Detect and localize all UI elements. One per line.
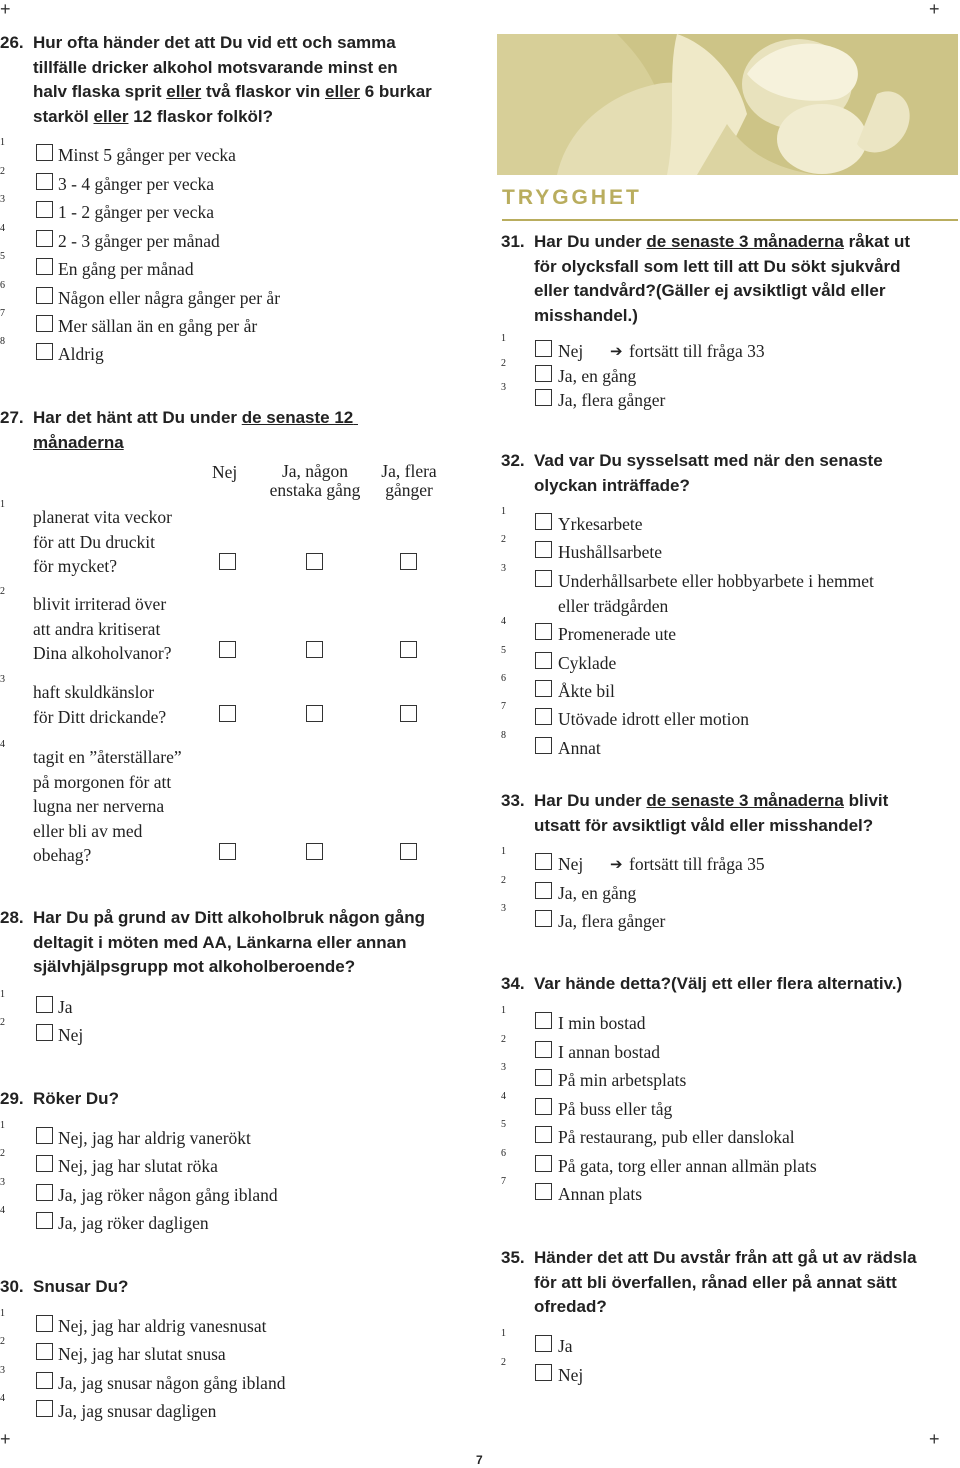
answer-option[interactable]: 3 Ja, jag röker någon gång ibland bbox=[0, 1177, 278, 1205]
question-text: eller tandvård?(Gäller ej avsiktligt våld eller bbox=[534, 281, 886, 300]
question-34 bbox=[501, 972, 960, 997]
question-text: Har Du på grund av Ditt alkoholbruk någon gång bbox=[33, 908, 425, 927]
question-text: ofredad? bbox=[534, 1297, 607, 1316]
checkbox[interactable] bbox=[535, 652, 552, 669]
question-28 bbox=[0, 906, 470, 980]
question-number: 34. bbox=[501, 974, 525, 993]
checkbox[interactable] bbox=[36, 1372, 53, 1389]
matrix-row: 3 haft skuldkänslor för Ditt drickande? bbox=[0, 674, 167, 727]
checkbox-ja-nagon[interactable] bbox=[306, 641, 323, 658]
mother-and-child-photo bbox=[497, 34, 958, 175]
checkbox[interactable] bbox=[535, 623, 552, 640]
question-text: Har det hänt att Du under de senaste 12 bbox=[33, 408, 354, 427]
checkbox[interactable] bbox=[535, 1098, 552, 1115]
answer-option[interactable]: 2 Hushållsarbete bbox=[501, 534, 662, 562]
page-number: 7 bbox=[476, 1453, 483, 1467]
checkbox[interactable] bbox=[36, 315, 53, 332]
question-text: misshandel.) bbox=[534, 305, 638, 325]
answer-option[interactable]: 6 Åkte bil bbox=[501, 673, 615, 701]
answer-option[interactable]: 1 Nej ➔ fortsätt till fråga 33 bbox=[501, 333, 765, 361]
checkbox[interactable] bbox=[535, 708, 552, 725]
answer-option[interactable]: 8 Aldrig bbox=[0, 336, 104, 364]
question-text: starköl eller 12 flaskor folköl? bbox=[33, 106, 274, 126]
arrow-right-icon: ➔ bbox=[610, 855, 623, 873]
column-header-nej: Nej bbox=[212, 462, 238, 482]
checkbox[interactable] bbox=[36, 1127, 53, 1144]
question-text: utsatt för avsiktligt våld eller misshandel? bbox=[534, 815, 874, 835]
question-text: Har Du under de senaste 3 månaderna blivit bbox=[534, 791, 889, 810]
question-number: 35. bbox=[501, 1248, 525, 1267]
checkbox[interactable] bbox=[36, 1315, 53, 1332]
question-text: för olycksfall som lett till att Du sökt sjukvård bbox=[534, 256, 901, 276]
checkbox[interactable] bbox=[535, 910, 552, 927]
checkbox-ja-flera[interactable] bbox=[400, 843, 417, 860]
checkbox[interactable] bbox=[535, 1012, 552, 1029]
answer-option[interactable]: 2 Ja, en gång bbox=[501, 875, 637, 903]
matrix-row: 4 tagit en ”återställare” på morgonen för att lugna ner nerverna eller bli av med obehag? bbox=[0, 739, 182, 865]
question-number: 30. bbox=[0, 1277, 24, 1296]
checkbox[interactable] bbox=[36, 144, 53, 161]
answer-option[interactable]: 3 På min arbetsplats bbox=[501, 1062, 687, 1090]
answer-option[interactable]: 1 Yrkesarbete bbox=[501, 506, 643, 534]
answer-option[interactable]: 3 Underhållsarbete eller hobbyarbete i hemmet eller trädgården bbox=[501, 563, 874, 616]
answer-option[interactable]: 3 Ja, flera gånger bbox=[501, 903, 666, 931]
question-text: självhjälpsgrupp mot alkoholberoende? bbox=[33, 957, 356, 976]
checkbox[interactable] bbox=[36, 1024, 53, 1041]
question-text: Hur ofta händer det att Du vid ett och samma bbox=[33, 33, 396, 52]
answer-option[interactable]: 5 En gång per månad bbox=[0, 251, 194, 279]
checkbox[interactable] bbox=[36, 1212, 53, 1229]
answer-option[interactable]: 7 Mer sällan än en gång per år bbox=[0, 308, 258, 336]
checkbox-ja-nagon[interactable] bbox=[306, 705, 323, 722]
checkbox-nej[interactable] bbox=[219, 553, 236, 570]
question-text: deltagit i möten med AA, Länkarna eller annan bbox=[33, 932, 407, 952]
checkbox-ja-nagon[interactable] bbox=[306, 843, 323, 860]
checkbox[interactable] bbox=[36, 173, 53, 190]
matrix-row: 2 blivit irriterad över att andra kritiserat Dina alkoholvanor? bbox=[0, 586, 172, 663]
column-header-ja-flera: Ja, flera gånger bbox=[381, 461, 437, 500]
registration-mark-bottom-left: + bbox=[0, 1429, 11, 1449]
question-text: tillfälle dricker alkohol motsvarande minst en bbox=[33, 57, 398, 77]
question-30 bbox=[0, 1275, 470, 1300]
arrow-right-icon: ➔ bbox=[610, 342, 623, 360]
answer-option[interactable]: 4 2 - 3 gånger per månad bbox=[0, 223, 220, 251]
checkbox[interactable] bbox=[535, 389, 552, 406]
checkbox-nej[interactable] bbox=[219, 641, 236, 658]
checkbox[interactable] bbox=[535, 1041, 552, 1058]
question-text: Var hände detta?(Välj ett eller flera alternativ.) bbox=[534, 974, 903, 993]
checkbox[interactable] bbox=[36, 201, 53, 218]
checkbox[interactable] bbox=[36, 230, 53, 247]
question-number: 32. bbox=[501, 451, 525, 470]
checkbox-ja-nagon[interactable] bbox=[306, 553, 323, 570]
answer-option[interactable]: 1 Nej, jag har aldrig vanesnusat bbox=[0, 1308, 267, 1336]
answer-option[interactable]: 8 Annat bbox=[501, 730, 601, 758]
answer-option[interactable]: 1 Nej ➔ fortsätt till fråga 35 bbox=[501, 846, 765, 874]
question-number: 31. bbox=[501, 232, 525, 251]
question-text: Händer det att Du avstår från att gå ut av rädsla bbox=[534, 1248, 917, 1267]
checkbox[interactable] bbox=[535, 1183, 552, 1200]
question-text: halv flaska sprit eller två flaskor vin eller 6 burkar bbox=[33, 82, 432, 101]
answer-option[interactable]: 1 Minst 5 gånger per vecka bbox=[0, 137, 236, 165]
question-text: olyckan inträffade? bbox=[534, 475, 690, 495]
question-33 bbox=[501, 789, 960, 838]
answer-option[interactable]: 2 Nej, jag har slutat röka bbox=[0, 1148, 218, 1176]
answer-option[interactable]: 2 Nej bbox=[0, 1017, 84, 1045]
question-31 bbox=[501, 230, 960, 328]
header-photo bbox=[497, 34, 958, 175]
checkbox[interactable] bbox=[36, 1343, 53, 1360]
question-number: 28. bbox=[0, 908, 24, 927]
registration-mark-bottom-right: + bbox=[929, 1429, 940, 1449]
checkbox[interactable] bbox=[36, 258, 53, 275]
checkbox[interactable] bbox=[36, 996, 53, 1013]
checkbox-ja-flera[interactable] bbox=[400, 705, 417, 722]
checkbox-ja-flera[interactable] bbox=[400, 553, 417, 570]
answer-option[interactable]: 4 Promenerade ute bbox=[501, 616, 677, 644]
answer-option[interactable]: 2 Nej bbox=[501, 1357, 584, 1385]
section-rule bbox=[502, 219, 958, 221]
checkbox[interactable] bbox=[36, 1155, 53, 1172]
registration-mark-top-right: + bbox=[929, 0, 940, 19]
checkbox[interactable] bbox=[535, 1364, 552, 1381]
checkbox-nej[interactable] bbox=[219, 843, 236, 860]
checkbox[interactable] bbox=[36, 287, 53, 304]
question-text: Snusar Du? bbox=[33, 1277, 129, 1296]
checkbox[interactable] bbox=[36, 1184, 53, 1201]
question-29 bbox=[0, 1087, 470, 1112]
answer-option[interactable]: 6 På gata, torg eller annan allmän plats bbox=[501, 1148, 817, 1176]
answer-option[interactable]: 3 Ja, jag snusar någon gång ibland bbox=[0, 1365, 286, 1393]
checkbox[interactable] bbox=[535, 882, 552, 899]
answer-option[interactable]: 3 1 - 2 gånger per vecka bbox=[0, 194, 214, 222]
answer-option[interactable]: 2 Ja, en gång bbox=[501, 358, 637, 386]
matrix-row: 1 planerat vita veckor för att Du druckit för mycket? bbox=[0, 499, 172, 576]
answer-option[interactable]: 6 Någon eller några gånger per år bbox=[0, 280, 281, 308]
answer-option[interactable]: 1 Nej, jag har aldrig vanerökt bbox=[0, 1120, 251, 1148]
question-number: 29. bbox=[0, 1089, 24, 1108]
section-title: TRYGGHET bbox=[502, 186, 642, 209]
column-header-ja-nagon: Ja, någon enstaka gång bbox=[269, 461, 361, 500]
checkbox[interactable] bbox=[535, 737, 552, 754]
checkbox[interactable] bbox=[535, 1069, 552, 1086]
checkbox-ja-flera[interactable] bbox=[400, 641, 417, 658]
answer-option[interactable]: 7 Utövade idrott eller motion bbox=[501, 701, 749, 729]
answer-option[interactable]: 2 Nej, jag har slutat snusa bbox=[0, 1336, 226, 1364]
question-number: 27. bbox=[0, 408, 24, 427]
answer-option[interactable]: 5 På restaurang, pub eller danslokal bbox=[501, 1119, 795, 1147]
answer-option[interactable]: 4 Ja, jag snusar dagligen bbox=[0, 1393, 217, 1421]
question-number: 26. bbox=[0, 33, 24, 52]
answer-option[interactable]: 7 Annan plats bbox=[501, 1176, 643, 1204]
question-text: för att bli överfallen, rånad eller på annat sätt bbox=[534, 1272, 897, 1292]
answer-option[interactable]: 4 På buss eller tåg bbox=[501, 1091, 673, 1119]
answer-option[interactable]: 2 3 - 4 gånger per vecka bbox=[0, 166, 214, 194]
checkbox-nej[interactable] bbox=[219, 705, 236, 722]
checkbox[interactable] bbox=[535, 1155, 552, 1172]
question-text: månaderna bbox=[33, 432, 124, 452]
registration-mark-top-left: + bbox=[0, 0, 11, 19]
checkbox[interactable] bbox=[535, 680, 552, 697]
checkbox[interactable] bbox=[535, 340, 552, 357]
question-35 bbox=[501, 1246, 960, 1320]
answer-option[interactable]: 1 Ja bbox=[0, 989, 73, 1017]
answer-option[interactable]: 1 Ja bbox=[501, 1328, 573, 1356]
question-text: Har Du under de senaste 3 månaderna råkat ut bbox=[534, 232, 911, 251]
answer-option[interactable]: 1 I min bostad bbox=[501, 1005, 646, 1033]
question-number: 33. bbox=[501, 791, 525, 810]
checkbox[interactable] bbox=[535, 570, 552, 587]
checkbox[interactable] bbox=[36, 1400, 53, 1417]
answer-option[interactable]: 5 Cyklade bbox=[501, 645, 617, 673]
checkbox[interactable] bbox=[535, 513, 552, 530]
question-text: Vad var Du sysselsatt med när den senaste bbox=[534, 451, 883, 470]
answer-option[interactable]: 4 Ja, jag röker dagligen bbox=[0, 1205, 209, 1233]
checkbox[interactable] bbox=[535, 1335, 552, 1352]
checkbox[interactable] bbox=[535, 365, 552, 382]
checkbox[interactable] bbox=[36, 343, 53, 360]
question-27 bbox=[0, 406, 470, 455]
checkbox[interactable] bbox=[535, 1126, 552, 1143]
answer-option[interactable]: 3 Ja, flera gånger bbox=[501, 382, 666, 410]
question-26 bbox=[0, 31, 470, 129]
checkbox[interactable] bbox=[535, 853, 552, 870]
question-32 bbox=[501, 449, 960, 498]
checkbox[interactable] bbox=[535, 541, 552, 558]
question-text: Röker Du? bbox=[33, 1089, 119, 1108]
answer-option[interactable]: 2 I annan bostad bbox=[501, 1034, 661, 1062]
